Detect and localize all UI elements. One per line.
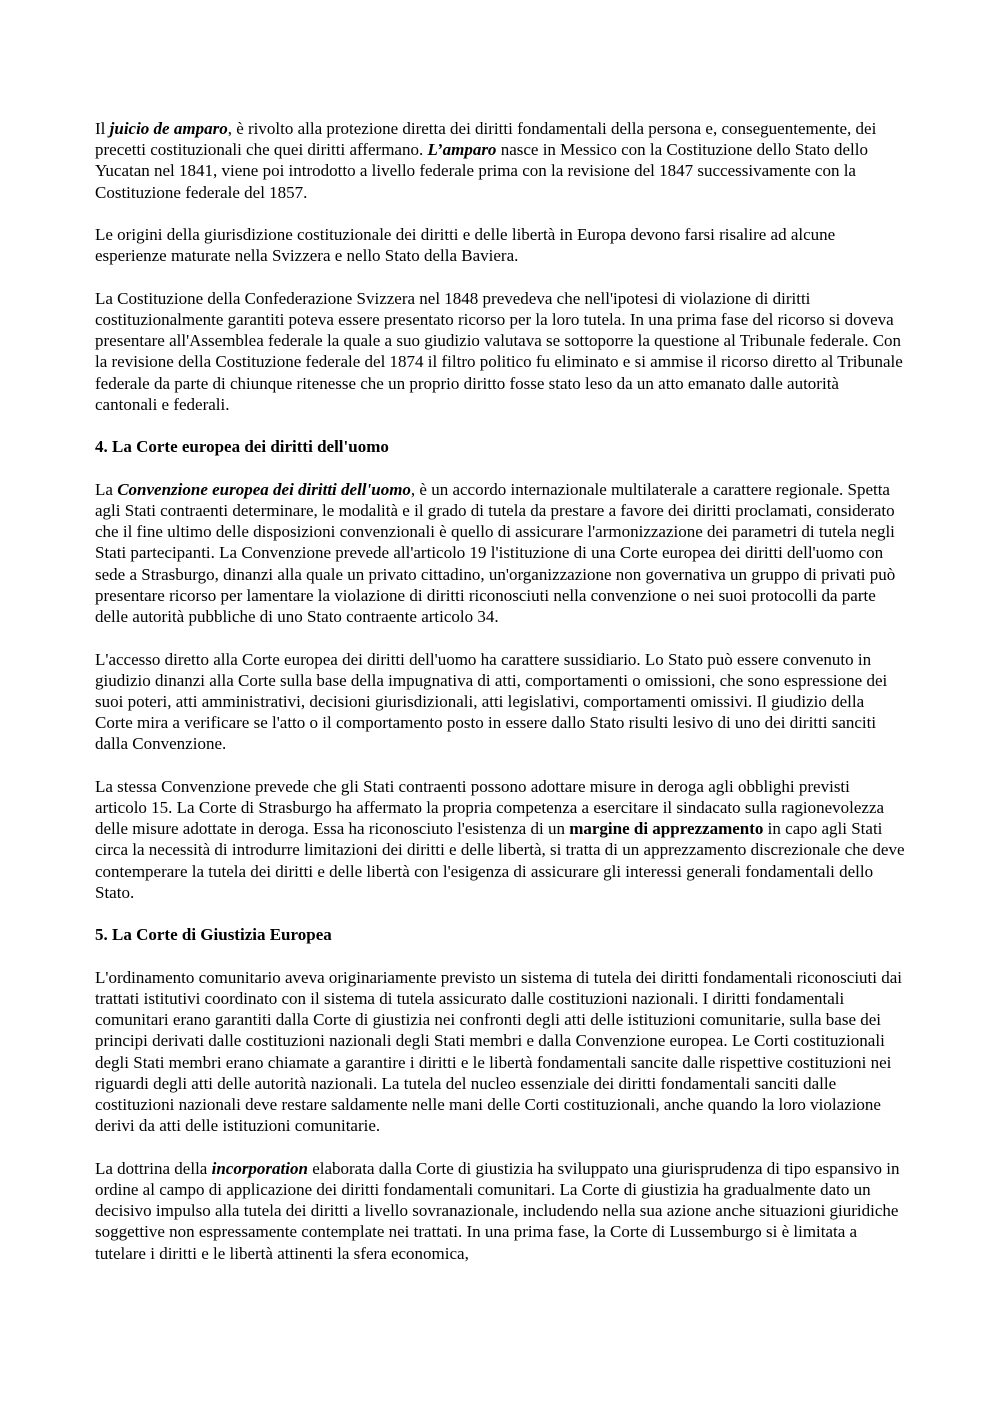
paragraph-ordinamento: L'ordinamento comunitario aveva originariamente previsto un sistema di tutela dei diritti fondamentali riconosciuti dai trattati istitutivi coordinato con il sistema di tutela assicurato dalle costituzioni nazionali. I diritti fondamentali comunitari erano garantiti dalla Corte di giustizia nei confronti degli atti delle istituzioni comunitarie, sulla base dei principi derivati dalle costituzioni nazionali degli Stati membri e dalla Convenzione europea. Le Corti costituzionali degli Stati membri erano chiamate a garantire i diritti e le libertà fondamentali sancite dalle rispettive costituzioni nei riguardi degli atti delle autorità nazionali. La tutela del nucleo essenziale dei diritti fondamentali sanciti dalle costituzioni nazionali deve restare saldamente nelle mani delle Corti costituzionali, anche quando la loro violazione derivi da atti delle istituzioni comunitarie. xyxy=(95,967,903,1136)
text-run: La stessa Convenzione prevede che gli Stati contraenti possono adottare misure in deroga agli obblighi previsti articolo 15. La Corte di Strasburgo ha affermato la propria competenza a esercitare il sindacato sulla ragionevolezza delle misure adottate in deroga. Essa ha riconosciuto l'esistenza di un xyxy=(95,776,885,839)
text-run: La dottrina della xyxy=(95,1158,212,1178)
paragraph-amparo xyxy=(95,118,905,203)
emphasis-lamparo: L’amparo xyxy=(427,140,497,160)
emphasis-convenzione: Convenzione europea dei diritti dell'uomo xyxy=(117,479,411,499)
text-run: Il xyxy=(95,119,110,138)
emphasis-margine: margine di apprezzamento xyxy=(569,819,764,839)
text-run: elaborata dalla Corte di giustizia ha sviluppato una giurisprudenza di tipo espansivo in ordine al campo di applicazione dei diritti fondamentali comunitari. La Corte di giustizia ha gradualmente dato un decisivo impulso alla tutela dei diritti a livello sovranazionale, includendo nella sua azione anche situazioni giuridiche soggettive non espressamente contemplate nei trattati. In una prima fase, la Corte di Lussemburgo si è limitata a tutelare i diritti e le libertà attinenti la sfera economica, xyxy=(95,1158,900,1263)
emphasis-juicio-de-amparo: juicio de amparo xyxy=(109,119,228,138)
paragraph-incorporation xyxy=(95,1158,905,1264)
text-run: La xyxy=(95,479,118,499)
paragraph-accesso: L'accesso diretto alla Corte europea dei diritti dell'uomo ha carattere sussidiario. Lo Stato può essere convenuto in giudizio dinanzi alla Corte sulla base della impugnativa di atti, comportamenti o omissioni, che sono espressione dei suoi poteri, atti amministrativi, decisioni giurisdizionali, atti legislativi, comportamenti omissivi. Il giudizio della Corte mira a verificare se l'atto o il comportamento posto in essere dallo Stato risulti lesivo di uno dei diritti sanciti dalla Convenzione. xyxy=(95,649,888,754)
text-run: , è rivolto alla protezione diretta dei diritti fondamentali della persona e, conseguentemente, dei precetti costituzionali che quei diritti affermano. xyxy=(95,119,877,160)
text-run: in capo agli Stati circa la necessità di introdurre limitazioni dei diritti e delle libertà, si tratta di un apprezzamento discrezionale che deve contemperare la tutela dei diritti e delle libertà con l'esigenza di assicurare gli interessi generali fondamentali dello Stato. xyxy=(95,819,905,902)
paragraph-deroga xyxy=(95,776,905,903)
document-page xyxy=(95,118,905,1285)
section-heading-corte-europea: 4. La Corte europea dei diritti dell'uomo xyxy=(95,437,389,457)
section-heading-corte-giustizia: 5. La Corte di Giustizia Europea xyxy=(95,925,332,945)
paragraph-origini: Le origini della giurisdizione costituzionale dei diritti e delle libertà in Europa devono farsi risalire ad alcune esperienze maturate nella Svizzera e nello Stato della Baviera. xyxy=(95,225,836,266)
text-run: nasce in Messico con la Costituzione dello Stato dello Yucatan nel 1841, viene poi introdotto a livello federale prima con la revisione del 1847 successivamente con la Costituzione federale del 1857. xyxy=(95,140,869,202)
emphasis-incorporation: incorporation xyxy=(211,1158,308,1178)
paragraph-convenzione xyxy=(95,479,905,627)
text-run: , è un accordo internazionale multilaterale a carattere regionale. Spetta agli Stati contraenti determinare, le modalità e il grado di tutela da prestare a favore dei diritti proclamati, considerato che il fine ultimo delle disposizioni convenzionali è quello di assicurare l'armonizzazione dei parametri di tutela negli Stati partecipanti. La Convenzione prevede all'articolo 19 l'istituzione di una Corte europea dei diritti dell'uomo con sede a Strasburgo, dinanzi alla quale un privato cittadino, un'organizzazione non governativa un gruppo di privati può presentare ricorso per lamentare la violazione di diritti riconosciuti nella convenzione o nei suoi protocolli da parte delle autorità pubbliche di uno Stato contraente articolo 34. xyxy=(95,479,896,627)
paragraph-svizzera: La Costituzione della Confederazione Svizzera nel 1848 prevedeva che nell'ipotesi di violazione di diritti costituzionalmente garantiti poteva essere presentato ricorso per la loro tutela. In una prima fase del ricorso si doveva presentare all'Assemblea federale la quale a suo giudizio valutava se sottoporre la questione al Tribunale federale. Con la revisione della Costituzione federale del 1874 il filtro politico fu eliminato e si ammise il ricorso diretto al Tribunale federale da parte di chiunque ritenesse che un proprio diritto fosse stato leso da un atto emanato dalle autorità cantonali e federali. xyxy=(95,288,903,414)
